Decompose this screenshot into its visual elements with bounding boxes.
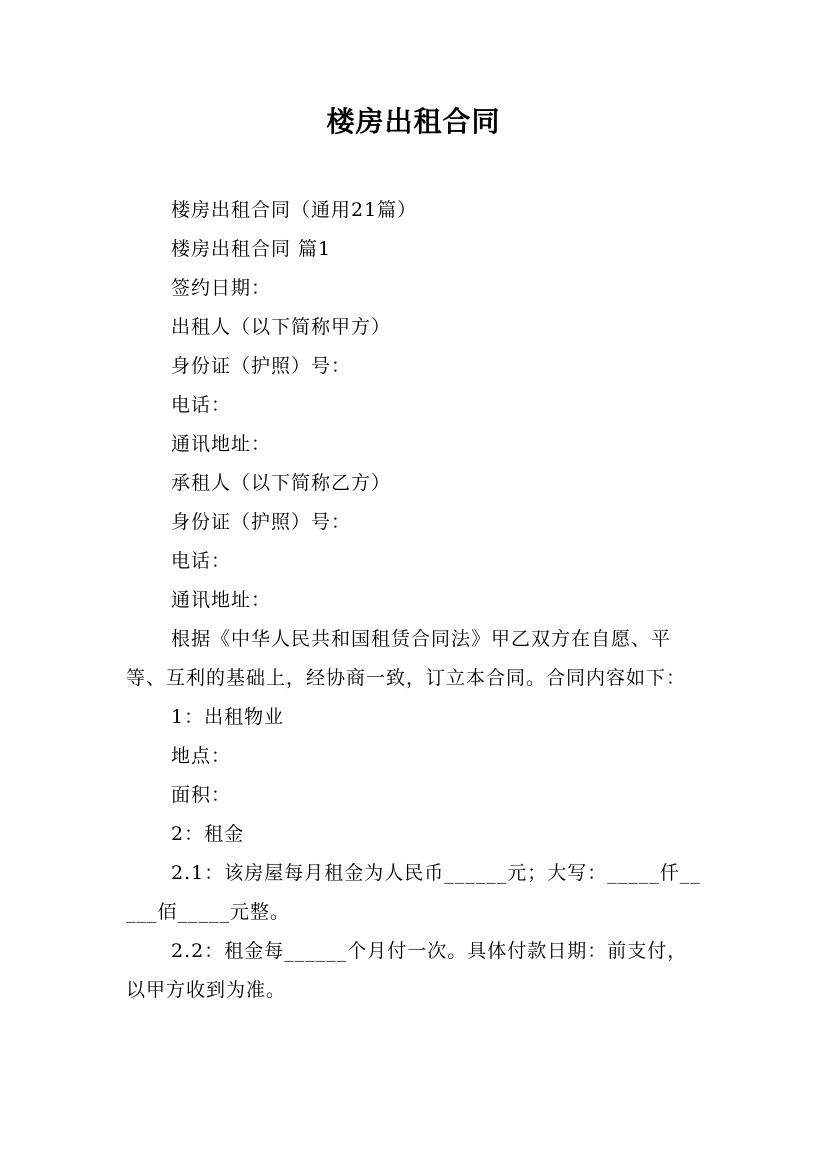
paragraph-clause-2-1: 2.1：该房屋每月租金为人民币______元；大写：_____仟_____佰_____元整。 bbox=[126, 862, 701, 923]
paragraph-clause-2-2: 2.2：租金每______个月付一次。具体付款日期：前支付，以甲方收到为准。 bbox=[126, 940, 688, 1001]
paragraph-section-heading: 楼房出租合同 篇1 bbox=[171, 238, 332, 260]
paragraph-area: 面积： bbox=[171, 784, 232, 806]
paragraph-lessor-phone: 电话： bbox=[171, 394, 232, 416]
paragraph-clause-2: 2：租金 bbox=[171, 823, 245, 845]
paragraph-lessee-id: 身份证（护照）号： bbox=[171, 511, 352, 533]
paragraph-location: 地点： bbox=[171, 745, 232, 767]
paragraph-lessee-address: 通讯地址： bbox=[171, 589, 272, 611]
paragraph-lessee: 承租人（以下简称乙方） bbox=[171, 472, 392, 494]
paragraph-subtitle: 楼房出租合同（通用21篇） bbox=[171, 199, 418, 221]
document-title: 楼房出租合同 bbox=[326, 105, 501, 138]
paragraph-signing-date: 签约日期： bbox=[171, 277, 272, 299]
paragraph-preamble: 根据《中华人民共和国租赁合同法》甲乙双方在自愿、平等、互利的基础上，经协商一致，订立本合同。合同内容如下： bbox=[126, 628, 687, 689]
paragraph-lessee-phone: 电话： bbox=[171, 550, 232, 572]
paragraph-clause-1: 1：出租物业 bbox=[171, 706, 285, 728]
paragraph-lessor-id: 身份证（护照）号： bbox=[171, 355, 352, 377]
paragraph-lessor-address: 通讯地址： bbox=[171, 433, 272, 455]
document-body bbox=[126, 191, 706, 1010]
paragraph-lessor: 出租人（以下简称甲方） bbox=[171, 316, 392, 338]
